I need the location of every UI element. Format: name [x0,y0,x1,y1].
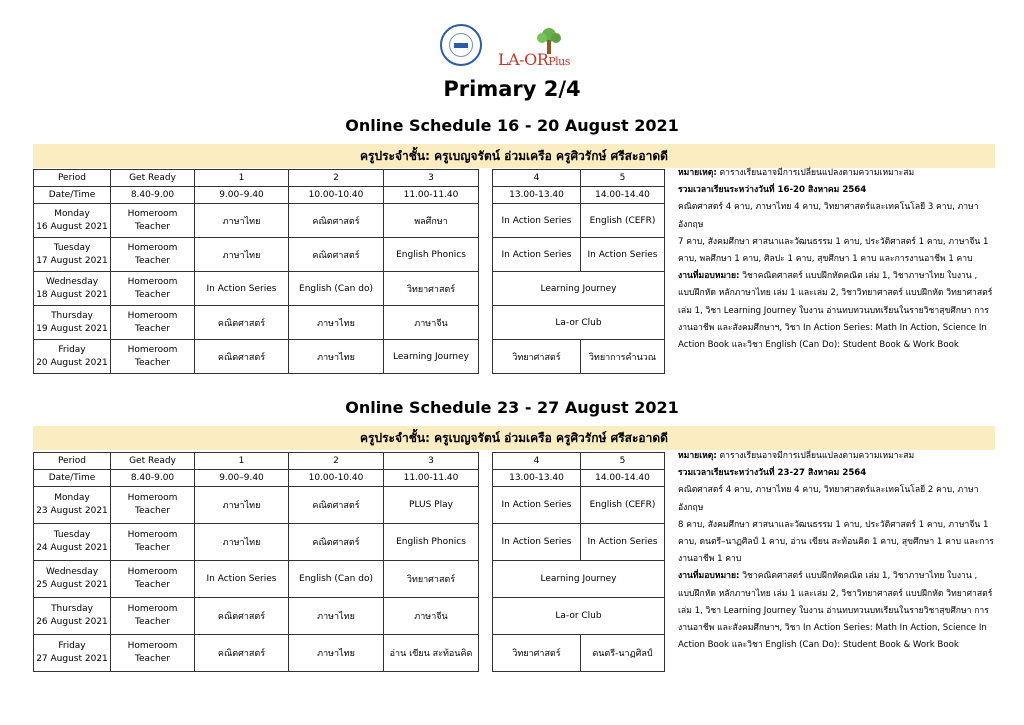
la-or-plus-wordmark: LA-ORPlus [498,50,570,69]
period-cell: In Action Series [493,238,581,272]
period-cell: คณิตศาสตร์ [195,635,289,672]
remark-line: หมายเหตุ: ตารางเรียนอาจมีการเปลี่ยนแปลงตามความเหมาะสม [678,168,915,178]
time-cell: Date/Time [34,470,111,487]
table-row [34,635,665,672]
schedule-1-notes [678,165,996,354]
schedule-1-title: Online Schedule 16 - 20 August 2021 [345,116,679,135]
period-cell: English (CEFR) [581,487,665,524]
header-cell: 3 [384,453,479,470]
period-cell: In Action Series [493,487,581,524]
day-date-cell: Thursday 26 August 2021 [34,598,111,635]
time-row [34,470,665,487]
period-cell: ภาษาจีน [384,598,479,635]
get-ready-cell: Homeroom Teacher [111,272,195,306]
get-ready-cell: Homeroom Teacher [111,204,195,238]
table-header-row [34,170,665,187]
period-cell: คณิตศาสตร์ [289,487,384,524]
day-date-cell: Monday 16 August 2021 [34,204,111,238]
get-ready-cell: Homeroom Teacher [111,306,195,340]
period-cell: วิทยาศาสตร์ [493,340,581,374]
period-cell: English (Can do) [289,561,384,598]
period-cell: ภาษาไทย [195,204,289,238]
period-cell: วิทยาศาสตร์ [493,635,581,672]
time-cell: 9.00–9.40 [195,470,289,487]
afternoon-merged-cell: Learning Journey [493,272,665,306]
table-row [34,487,665,524]
time-cell: 8.40-9.00 [111,470,195,487]
total-hours-line: 7 คาบ, สังคมศึกษา ศาสนาและวัฒนธรรม 1 คาบ, ประวัติศาสตร์ 1 คาบ, ภาษาจีน 1 [678,236,989,247]
period-cell: คณิตศาสตร์ [195,340,289,374]
header-cell: Period [34,170,111,187]
assignment-line: งานที่มอบหมาย: วิชาคณิตศาสตร์ แบบฝึกหัดคณิต เล่ม 1, วิชาภาษาไทย ใบงาน , [678,571,978,582]
la-or-plus-logo [498,26,598,74]
time-cell: 14.00-14.40 [581,187,665,204]
lunch-gap [479,453,493,672]
time-row [34,187,665,204]
period-cell: In Action Series [581,238,665,272]
get-ready-cell: Homeroom Teacher [111,524,195,561]
period-cell: English Phonics [384,524,479,561]
time-cell: 13.00-13.40 [493,187,581,204]
schedule-1-table [33,169,665,374]
total-hours-heading: รวมเวลาเรียนระหว่างวันที่ 16-20 สิงหาคม 2564 [678,185,867,196]
time-cell: 10.00-10.40 [289,187,384,204]
header-cell: 2 [289,170,384,187]
day-date-cell: Tuesday 24 August 2021 [34,524,111,561]
schedule-2-teachers-banner: ครูประจำชั้น: ครูเบญจรัตน์ อ่วมเครือ ครูศิวรักษ์ ศรีสะอาดดี [33,426,995,450]
time-cell: 14.00-14.40 [581,470,665,487]
period-cell: คณิตศาสตร์ [289,238,384,272]
assignment-line: งานอาชีพ และสังคมศึกษาฯ, วิชา In Action Series: Math In Action, Science In [678,322,987,333]
period-cell: คณิตศาสตร์ [289,204,384,238]
period-cell: ภาษาไทย [195,487,289,524]
assignment-line: งานที่มอบหมาย: วิชาคณิตศาสตร์ แบบฝึกหัดคณิต เล่ม 1, วิชาภาษาไทย ใบงาน , [678,271,978,282]
day-date-cell: Monday 23 August 2021 [34,487,111,524]
header-cell: 4 [493,453,581,470]
time-cell: 9.00–9.40 [195,187,289,204]
period-cell: คณิตศาสตร์ [195,306,289,340]
period-cell: พลศึกษา [384,204,479,238]
time-cell: 11.00-11.40 [384,187,479,204]
schedule-2-table [33,452,665,672]
period-cell: ภาษาไทย [289,635,384,672]
schedule-2-title: Online Schedule 23 - 27 August 2021 [345,398,679,417]
header-cell: 5 [581,453,665,470]
header-cell: Get Ready [111,453,195,470]
school-logo-emblem [454,43,468,48]
period-cell: English (CEFR) [581,204,665,238]
day-date-cell: Friday 27 August 2021 [34,635,111,672]
header-cell: Get Ready [111,170,195,187]
get-ready-cell: Homeroom Teacher [111,340,195,374]
period-cell: ภาษาไทย [289,306,384,340]
period-cell: ภาษาไทย [195,238,289,272]
period-cell: English Phonics [384,238,479,272]
period-cell: In Action Series [195,561,289,598]
get-ready-cell: Homeroom Teacher [111,487,195,524]
get-ready-cell: Homeroom Teacher [111,635,195,672]
assignment-line: Action Book และวิชา English (Can Do): Student Book & Work Book [678,340,959,351]
afternoon-merged-cell: Learning Journey [493,561,665,598]
time-cell: 11.00-11.40 [384,470,479,487]
period-cell: ดนตรี-นาฏศิลป์ [581,635,665,672]
time-cell: Date/Time [34,187,111,204]
day-date-cell: Wednesday 25 August 2021 [34,561,111,598]
time-cell: 8.40-9.00 [111,187,195,204]
get-ready-cell: Homeroom Teacher [111,238,195,272]
school-logo [440,24,482,66]
header-cell: 1 [195,170,289,187]
period-cell: In Action Series [493,524,581,561]
period-cell: คณิตศาสตร์ [289,524,384,561]
period-cell: วิทยาศาสตร์ [384,272,479,306]
period-cell: PLUS Play [384,487,479,524]
total-hours-line: คาบ, ดนตรี–นาฏศิลป์ 1 คาบ, อ่าน เขียน สะท้อนคิด 1 คาบ, สุขศึกษา 1 คาบ และการ [678,537,994,548]
afternoon-merged-cell: La-or Club [493,306,665,340]
assignment-line: เล่ม 1, วิชา Learning Journey ใบงาน อ่านทบทวนบทเรียนในรายวิชาสุขศึกษา การ [678,605,989,616]
header-cell: 4 [493,170,581,187]
table-row [34,561,665,598]
total-hours-line: คณิตศาสตร์ 4 คาบ, ภาษาไทย 4 คาบ, วิทยาศาสตร์และเทคโนโลยี 2 คาบ, ภาษาอังกฤษ [678,485,979,513]
schedule-1-teachers-banner: ครูประจำชั้น: ครูเบญจรัตน์ อ่วมเครือ ครูศิวรักษ์ ศรีสะอาดดี [33,144,995,168]
table-row [34,306,665,340]
period-cell: ภาษาจีน [384,306,479,340]
period-cell: ภาษาไทย [195,524,289,561]
header-cell: 5 [581,170,665,187]
day-date-cell: Thursday 19 August 2021 [34,306,111,340]
period-cell: In Action Series [581,524,665,561]
period-cell: In Action Series [195,272,289,306]
time-cell: 10.00-10.40 [289,470,384,487]
total-hours-line: งานอาชีพ 1 คาบ [678,554,742,565]
remark-line: หมายเหตุ: ตารางเรียนอาจมีการเปลี่ยนแปลงตามความเหมาะสม [678,451,915,461]
assignment-line: Action Book และวิชา English (Can Do): Student Book & Work Book [678,640,959,651]
lunch-gap [479,170,493,374]
period-cell: คณิตศาสตร์ [195,598,289,635]
period-cell: English (Can do) [289,272,384,306]
header-cell: Period [34,453,111,470]
table-row [34,598,665,635]
period-cell: In Action Series [493,204,581,238]
table-row [34,524,665,561]
table-header-row [34,453,665,470]
period-cell: วิทยาศาสตร์ [384,561,479,598]
period-cell: Learning Journey [384,340,479,374]
period-cell: อ่าน เขียน สะท้อนคิด [384,635,479,672]
period-cell: ภาษาไทย [289,340,384,374]
get-ready-cell: Homeroom Teacher [111,598,195,635]
assignment-line: งานอาชีพ และสังคมศึกษาฯ, วิชา In Action Series: Math In Action, Science In [678,623,987,634]
total-hours-line: คณิตศาสตร์ 4 คาบ, ภาษาไทย 4 คาบ, วิทยาศาสตร์และเทคโนโลยี 3 คาบ, ภาษาอังกฤษ [678,202,979,230]
table-row [34,204,665,238]
table-row [34,272,665,306]
day-date-cell: Friday 20 August 2021 [34,340,111,374]
table-row [34,238,665,272]
period-cell: วิทยาการคำนวณ [581,340,665,374]
time-cell: 13.00-13.40 [493,470,581,487]
afternoon-merged-cell: La-or Club [493,598,665,635]
assignment-line: เล่ม 1, วิชา Learning Journey ใบงาน อ่านทบทวนบทเรียนในรายวิชาสุขศึกษา การ [678,305,989,316]
get-ready-cell: Homeroom Teacher [111,561,195,598]
day-date-cell: Tuesday 17 August 2021 [34,238,111,272]
header-cell: 1 [195,453,289,470]
day-date-cell: Wednesday 18 August 2021 [34,272,111,306]
assignment-line: แบบฝึกหัด หลักภาษาไทย เล่ม 1 และเล่ม 2, วิชาวิทยาศาสตร์ แบบฝึกหัด วิทยาศาสตร์ [678,288,993,299]
assignment-line: แบบฝึกหัด หลักภาษาไทย เล่ม 1 และเล่ม 2, วิชาวิทยาศาสตร์ แบบฝึกหัด วิทยาศาสตร์ [678,588,993,599]
page-title: Primary 2/4 [443,77,581,101]
total-hours-line: 8 คาบ, สังคมศึกษา ศาสนาและวัฒนธรรม 1 คาบ, ประวัติศาสตร์ 1 คาบ, ภาษาจีน 1 [678,519,989,530]
header-cell: 2 [289,453,384,470]
header-cell: 3 [384,170,479,187]
schedule-2-notes [678,448,996,654]
table-row [34,340,665,374]
period-cell: ภาษาไทย [289,598,384,635]
total-hours-heading: รวมเวลาเรียนระหว่างวันที่ 23-27 สิงหาคม 2564 [678,468,867,479]
total-hours-line: คาบ, พลศึกษา 1 คาบ, ศิลปะ 1 คาบ, สุขศึกษา 1 คาบ และการงานอาชีพ 1 คาบ [678,254,973,265]
